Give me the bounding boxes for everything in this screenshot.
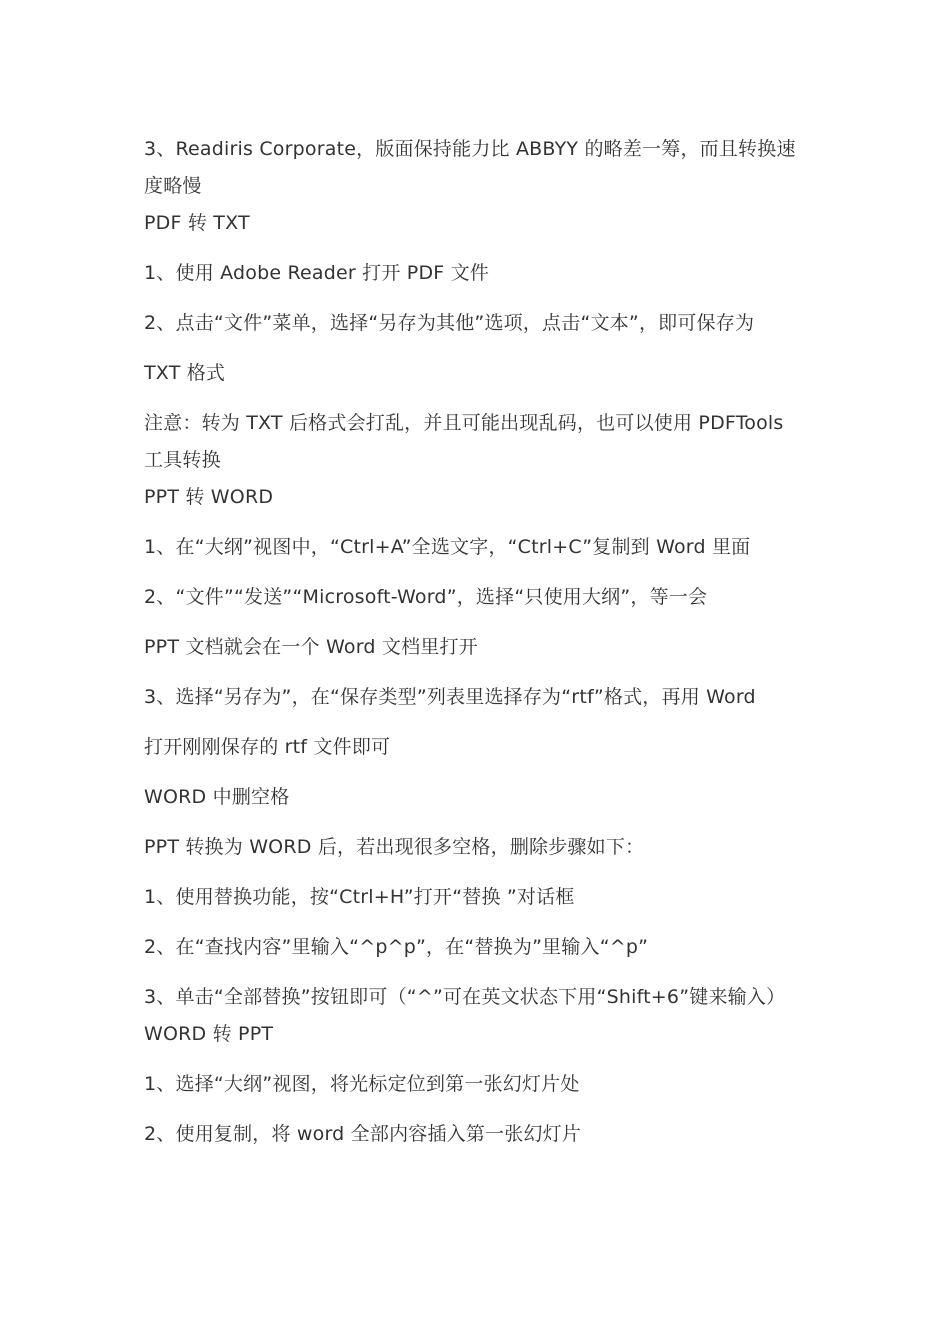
section-heading-pdf-to-txt: PDF 转 TXT [144,212,250,234]
paragraph-ppt-step3: 3、选择“另存为”，在“保存类型”列表里选择存为“rtf”格式，再用 Word [144,686,756,708]
paragraph-spaces-step2: 2、在“查找内容”里输入“^p^p”，在“替换为”里输入“^p” [144,936,649,958]
section-heading-ppt-to-word: PPT 转 WORD [144,486,274,508]
paragraph-w2p-step2: 2、使用复制，将 word 全部内容插入第一张幻灯片 [144,1123,582,1145]
paragraph-ppt-step2: 2、“文件”“发送”“Microsoft-Word”，选择“只使用大纲”，等一会 [144,586,708,608]
section-heading-word-delete-spaces: WORD 中删空格 [144,786,290,808]
paragraph-ppt-step3-cont: 打开刚刚保存的 rtf 文件即可 [144,736,391,758]
paragraph-ppt-step1: 1、在“大纲”视图中，“Ctrl+A”全选文字，“Ctrl+C”复制到 Word 里面 [144,536,751,558]
paragraph-spaces-intro: PPT 转换为 WORD 后，若出现很多空格，删除步骤如下： [144,836,645,858]
document-body [144,131,808,1153]
paragraph-spaces-step3: 3、单击“全部替换”按钮即可（“^”可在英文状态下用“Shift+6”键来输入） [144,986,786,1008]
paragraph-spaces-step1: 1、使用替换功能，按“Ctrl+H”打开“替换 ”对话框 [144,886,575,908]
section-heading-word-to-ppt: WORD 转 PPT [144,1023,274,1045]
paragraph-ppt-step2-cont: PPT 文档就会在一个 Word 文档里打开 [144,636,478,658]
paragraph-pdf-step1: 1、使用 Adobe Reader 打开 PDF 文件 [144,262,490,284]
paragraph-pdf-step2: 2、点击“文件”菜单，选择“另存为其他”选项，点击“文本”，即可保存为 [144,312,755,334]
paragraph-w2p-step1: 1、选择“大纲”视图，将光标定位到第一张幻灯片处 [144,1073,580,1095]
paragraph-pdf-note: 注意：转为 TXT 后格式会打乱，并且可能出现乱码，也可以使用 PDFTools 工具转换 [144,412,784,471]
paragraph-pdf-step2-cont: TXT 格式 [144,362,226,384]
paragraph-readiris: 3、Readiris Corporate，版面保持能力比 ABBYY 的略差一筹，而且转换速度略慢 [144,138,796,197]
